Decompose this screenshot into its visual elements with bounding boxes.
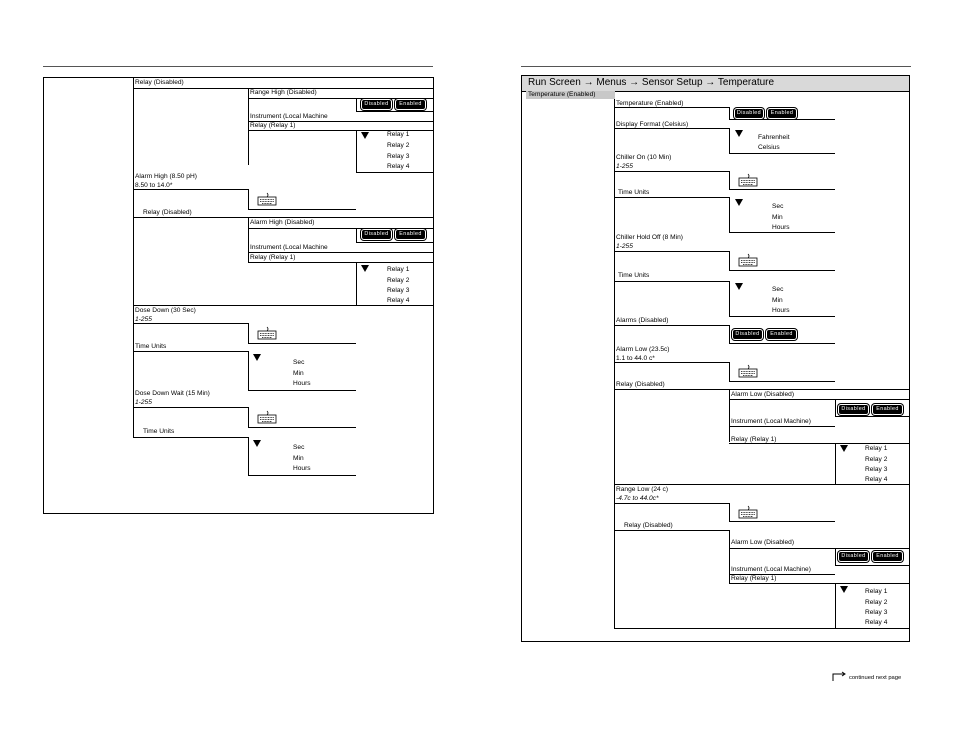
instrument-label: Instrument (Local Machine) — [731, 418, 811, 425]
keyboard-icon[interactable] — [257, 192, 277, 206]
divider — [729, 316, 835, 317]
disabled-toggle[interactable]: Disabled — [362, 100, 391, 109]
keyboard-icon[interactable] — [738, 173, 758, 187]
chiller-hold-range: 1-255 — [616, 243, 633, 250]
temperature-enabled-label: Temperature (Enabled) — [616, 100, 684, 107]
divider — [614, 128, 729, 129]
keyboard-icon[interactable] — [738, 253, 758, 267]
unit-option[interactable]: Hours — [772, 307, 790, 314]
divider — [729, 153, 835, 154]
chiller-on-label: Chiller On (10 Min) — [616, 154, 672, 161]
relay-option[interactable]: Relay 3 — [865, 466, 888, 473]
divider — [248, 98, 434, 99]
tree-line — [835, 443, 836, 484]
temperature-root[interactable]: Temperature (Enabled) — [528, 91, 596, 98]
divider — [248, 209, 356, 210]
divider — [248, 427, 356, 428]
divider — [356, 172, 434, 173]
relay-option[interactable]: Relay 4 — [865, 619, 888, 626]
divider — [729, 521, 835, 522]
relay-option[interactable]: Relay 2 — [865, 456, 888, 463]
chiller-hold-label: Chiller Hold Off (8 Min) — [616, 234, 683, 241]
divider — [614, 628, 909, 629]
divider — [614, 107, 729, 108]
divider — [729, 343, 835, 344]
relay-option[interactable]: Relay 1 — [387, 266, 410, 273]
divider — [614, 325, 729, 326]
unit-option[interactable]: Hours — [293, 380, 311, 387]
enabled-toggle[interactable]: Enabled — [873, 405, 902, 414]
tree-line — [248, 323, 249, 343]
relay-option[interactable]: Relay 1 — [387, 131, 410, 138]
relay-disabled-label: Relay (Disabled) — [135, 79, 184, 86]
relay-disabled-label-2: Relay (Disabled) — [143, 209, 192, 216]
tree-line — [729, 107, 730, 119]
disabled-toggle[interactable]: Disabled — [362, 230, 391, 239]
divider — [729, 443, 909, 444]
tree-line — [835, 399, 836, 416]
instrument-label-2: Instrument (Local Machine) — [731, 566, 811, 573]
divider — [356, 242, 434, 243]
divider — [614, 197, 729, 198]
divider — [729, 189, 835, 190]
divider — [356, 111, 434, 112]
continued-next-page: continued next page — [849, 675, 902, 681]
top-rule-left — [43, 66, 433, 67]
keyboard-icon[interactable] — [257, 326, 277, 340]
alarms-label: Alarms (Disabled) — [616, 317, 669, 324]
tree-line — [729, 503, 730, 521]
divider — [248, 262, 434, 263]
alarm-low-label: Alarm Low (23.5c) — [616, 346, 670, 353]
dose-down-label: Dose Down (30 Sec) — [135, 307, 196, 314]
divider — [729, 381, 835, 382]
dropdown-arrow-icon[interactable] — [361, 265, 369, 272]
relay-option[interactable]: Relay 2 — [865, 599, 888, 606]
divider — [614, 530, 729, 531]
divider — [133, 189, 248, 190]
divider — [133, 305, 434, 306]
divider — [133, 437, 248, 438]
range-high-disabled-label: Range High (Disabled) — [250, 89, 317, 96]
tree-line — [248, 351, 249, 390]
time-units-label-2: Time Units — [618, 272, 650, 279]
unit-option[interactable]: Min — [293, 455, 304, 462]
divider — [614, 503, 729, 504]
relay-option[interactable]: Relay 3 — [865, 609, 888, 616]
divider — [614, 389, 909, 390]
unit-option[interactable]: Min — [772, 297, 783, 304]
tree-line — [729, 362, 730, 381]
range-low-range: -4.7c to 44.0c* — [616, 495, 659, 502]
divider — [133, 407, 248, 408]
disabled-toggle[interactable]: Disabled — [736, 110, 762, 116]
relay-option[interactable]: Relay 4 — [865, 476, 888, 483]
divider — [614, 281, 729, 282]
tree-line — [729, 389, 730, 442]
disabled-toggle[interactable]: Disabled — [839, 405, 868, 414]
tree-line — [356, 262, 357, 305]
breadcrumb: Run Screen → Menus → Sensor Setup → Temperature — [528, 77, 775, 88]
dropdown-arrow-icon[interactable] — [840, 445, 848, 452]
dropdown-arrow-icon[interactable] — [735, 199, 743, 206]
relay-relay1-label-2: Relay (Relay 1) — [250, 254, 296, 261]
unit-option[interactable]: Min — [293, 370, 304, 377]
dropdown-arrow-icon[interactable] — [735, 130, 743, 137]
tree-line — [356, 98, 357, 111]
relay-option[interactable]: Relay 3 — [387, 287, 410, 294]
disabled-toggle[interactable]: Disabled — [839, 552, 868, 561]
alarm-low-disabled-label-2: Alarm Low (Disabled) — [731, 539, 795, 546]
alarm-high-disabled-label: Alarm High (Disabled) — [250, 219, 315, 226]
time-units-label-2: Time Units — [143, 428, 175, 435]
relay-option[interactable]: Relay 4 — [387, 163, 410, 170]
time-units-label: Time Units — [135, 343, 167, 350]
divider — [248, 252, 434, 253]
tree-line — [729, 128, 730, 153]
relay-option[interactable]: Relay 2 — [387, 142, 410, 149]
dropdown-arrow-icon[interactable] — [735, 283, 743, 290]
left-menu-frame — [43, 77, 434, 514]
tree-line — [248, 189, 249, 209]
enabled-toggle[interactable]: Enabled — [767, 330, 796, 339]
divider — [133, 217, 434, 218]
relay-relay1-label-2: Relay (Relay 1) — [731, 575, 777, 582]
tree-line — [248, 217, 249, 262]
unit-option[interactable]: Hours — [293, 465, 311, 472]
divider — [248, 390, 356, 391]
divider — [835, 565, 909, 566]
divider — [614, 251, 729, 252]
divider — [729, 232, 835, 233]
divider — [614, 484, 909, 485]
tree-line — [729, 171, 730, 189]
tree-line — [729, 197, 730, 232]
tree-line — [133, 77, 134, 437]
relay-relay1-label: Relay (Relay 1) — [250, 122, 296, 129]
tree-line — [729, 281, 730, 316]
disabled-toggle[interactable]: Disabled — [733, 330, 762, 339]
divider — [729, 119, 835, 120]
unit-option[interactable]: Hours — [772, 224, 790, 231]
dropdown-arrow-icon[interactable] — [253, 354, 261, 361]
tree-line — [614, 99, 615, 628]
relay-disabled-label: Relay (Disabled) — [616, 381, 665, 388]
divider — [248, 343, 356, 344]
tree-line — [356, 228, 357, 242]
tree-line — [248, 407, 249, 427]
relay-option[interactable]: Relay 2 — [387, 277, 410, 284]
continued-arrow-icon — [832, 671, 846, 681]
divider — [248, 228, 434, 229]
divider — [133, 351, 248, 352]
alarm-low-range: 1.1 to 44.0 c* — [616, 355, 655, 362]
divider — [729, 270, 835, 271]
instrument-label-2: Instrument (Local Machine — [250, 244, 328, 251]
tree-line — [248, 88, 249, 165]
alarm-low-disabled-label: Alarm Low (Disabled) — [731, 391, 795, 398]
alarm-high-range: 8.50 to 14.0* — [135, 182, 173, 189]
keyboard-icon[interactable] — [257, 410, 277, 424]
divider — [248, 475, 356, 476]
dropdown-arrow-icon[interactable] — [253, 440, 261, 447]
dose-down-range: 1-255 — [135, 316, 152, 323]
divider — [614, 362, 729, 363]
divider — [835, 416, 909, 417]
tree-line — [835, 548, 836, 565]
tree-line — [248, 437, 249, 475]
divider — [729, 583, 909, 584]
enabled-toggle[interactable]: Enabled — [768, 109, 796, 118]
enabled-toggle[interactable]: Enabled — [396, 230, 425, 239]
tree-line — [729, 325, 730, 343]
dose-down-wait-label: Dose Down Wait (15 Min) — [135, 390, 210, 397]
relay-option[interactable]: Relay 1 — [865, 445, 888, 452]
relay-relay1-label: Relay (Relay 1) — [731, 436, 777, 443]
enabled-toggle[interactable]: Enabled — [873, 552, 902, 561]
alarm-high-label: Alarm High (8.50 pH) — [135, 173, 197, 180]
divider — [729, 548, 909, 549]
enabled-toggle[interactable]: Enabled — [396, 100, 425, 109]
divider — [729, 399, 909, 400]
divider — [133, 323, 248, 324]
unit-option[interactable]: Sec — [772, 203, 784, 210]
top-rule-right — [521, 66, 911, 67]
format-option[interactable]: Celsius — [758, 144, 780, 151]
tree-line — [356, 130, 357, 172]
instrument-label: Instrument (Local Machine — [250, 113, 328, 120]
relay-disabled-label-2: Relay (Disabled) — [624, 522, 673, 529]
divider — [729, 426, 835, 427]
unit-option[interactable]: Min — [772, 214, 783, 221]
unit-option[interactable]: Sec — [293, 444, 305, 451]
dropdown-arrow-icon[interactable] — [361, 132, 369, 139]
keyboard-icon[interactable] — [738, 505, 758, 519]
time-units-label: Time Units — [618, 189, 650, 196]
tree-line — [835, 583, 836, 628]
format-option[interactable]: Fahrenheit — [758, 134, 790, 141]
relay-option[interactable]: Relay 4 — [387, 297, 410, 304]
unit-option[interactable]: Sec — [772, 286, 784, 293]
range-low-label: Range Low (24 c) — [616, 486, 669, 493]
relay-option[interactable]: Relay 1 — [865, 588, 888, 595]
divider — [614, 171, 729, 172]
dose-down-wait-range: 1-255 — [135, 399, 152, 406]
unit-option[interactable]: Sec — [293, 359, 305, 366]
keyboard-icon[interactable] — [738, 364, 758, 378]
dropdown-arrow-icon[interactable] — [840, 586, 848, 593]
tree-line — [729, 251, 730, 270]
display-format-label: Display Format (Celsius) — [616, 121, 689, 128]
chiller-on-range: 1-255 — [616, 163, 633, 170]
relay-option[interactable]: Relay 3 — [387, 153, 410, 160]
tree-line — [729, 530, 730, 584]
